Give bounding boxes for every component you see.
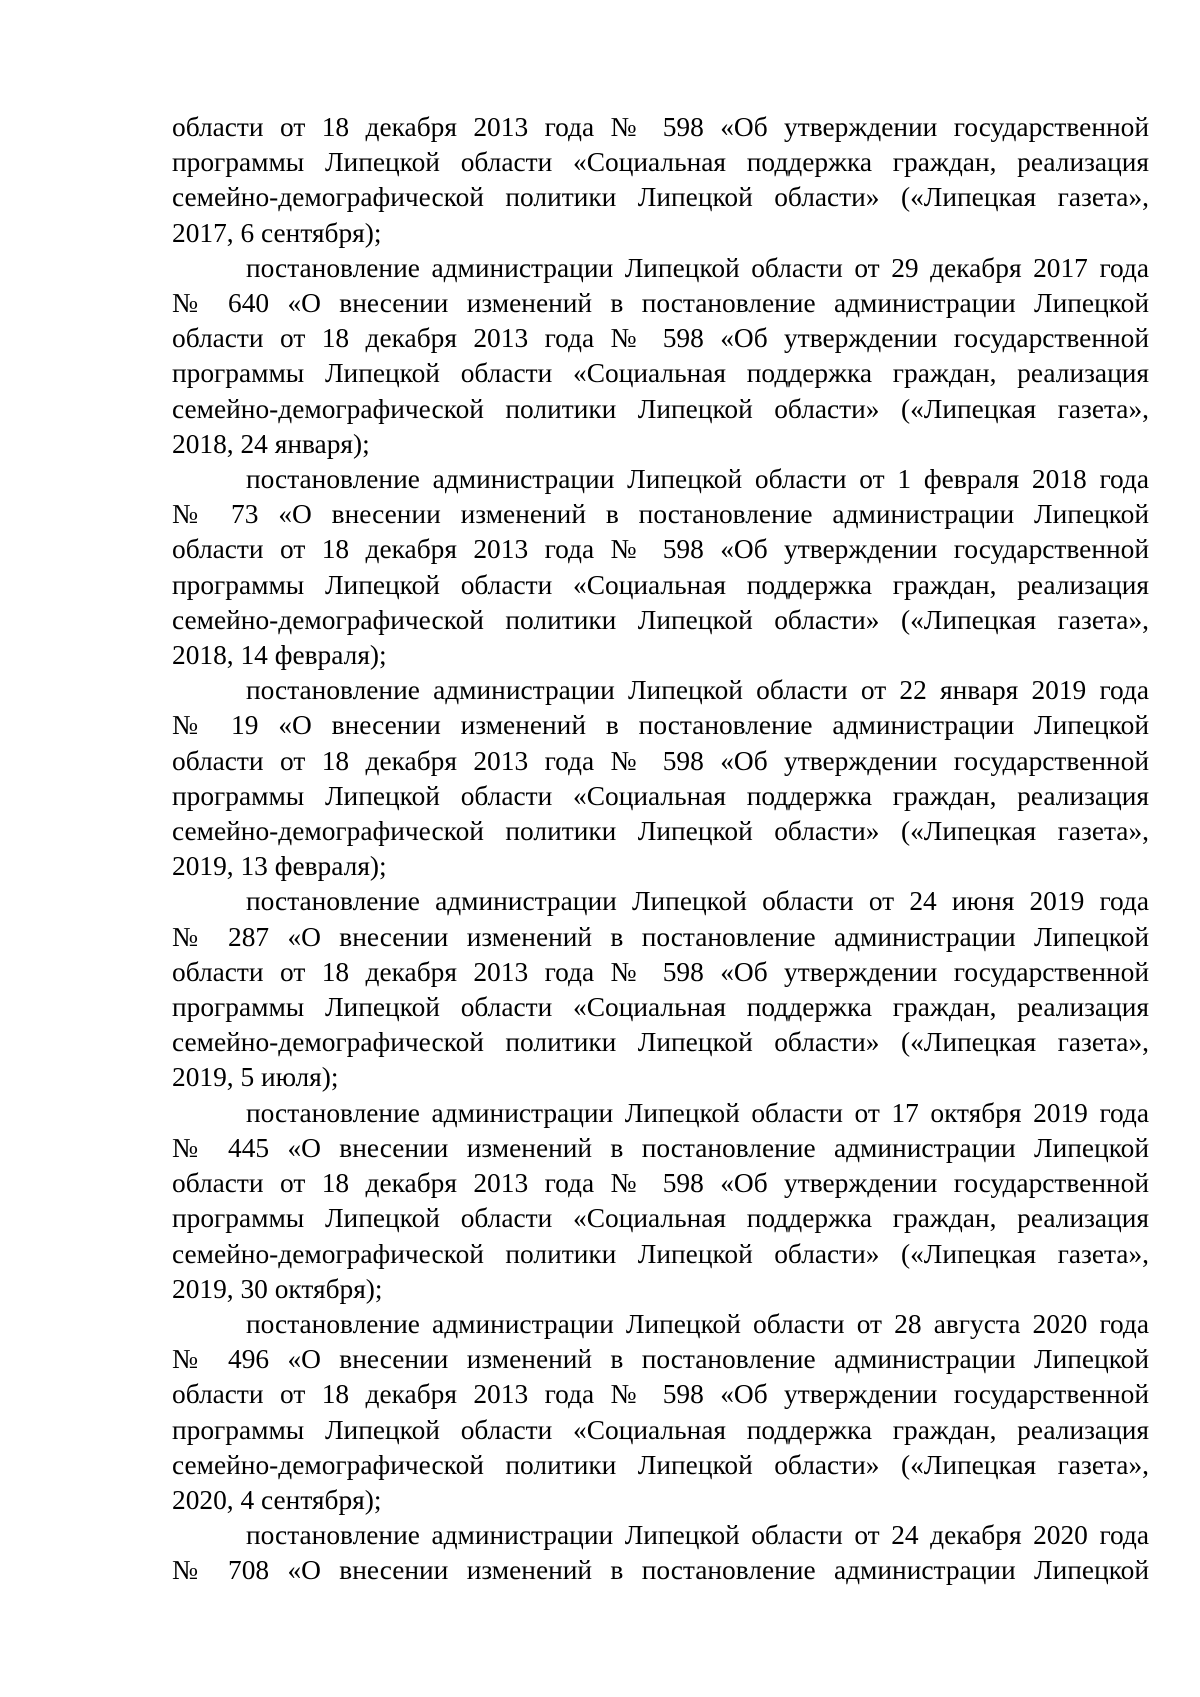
paragraph-7 xyxy=(172,1518,1149,1588)
paragraph-line: № 73 «О внесении изменений в постановление администрации Липецкой xyxy=(172,499,1149,530)
paragraph-line: постановление администрации Липецкой области от 29 декабря 2017 года xyxy=(246,252,1149,283)
paragraph-line: программы Липецкой области «Социальная поддержка граждан, реализация xyxy=(172,992,1149,1023)
paragraph-line: программы Липецкой области «Социальная поддержка граждан, реализация xyxy=(172,569,1149,600)
paragraph-line: области от 18 декабря 2013 года № 598 «Об утверждении государственной xyxy=(172,112,1149,142)
document-body xyxy=(172,110,1149,1589)
paragraph-line: 2018, 14 февраля); xyxy=(172,640,387,671)
paragraph-line: постановление администрации Липецкой области от 22 января 2019 года xyxy=(246,675,1149,706)
paragraph-line: программы Липецкой области «Социальная поддержка граждан, реализация xyxy=(172,358,1149,389)
paragraph-2 xyxy=(172,462,1149,673)
paragraph-line: 2019, 5 июля); xyxy=(172,1062,339,1093)
paragraph-line: 2018, 24 января); xyxy=(172,428,370,459)
paragraph-line: программы Липецкой области «Социальная поддержка граждан, реализация xyxy=(172,147,1149,178)
paragraph-line: № 496 «О внесении изменений в постановление администрации Липецкой xyxy=(172,1344,1149,1375)
paragraph-line: семейно-демографической политики Липецкой области» («Липецкая газета», xyxy=(172,1238,1149,1269)
paragraph-line: постановление администрации Липецкой области от 17 октября 2019 года xyxy=(246,1097,1149,1128)
paragraph-line: 2019, 30 октября); xyxy=(172,1273,383,1304)
paragraph-line: программы Липецкой области «Социальная поддержка граждан, реализация xyxy=(172,1414,1149,1445)
paragraph-line: семейно-демографической политики Липецкой области» («Липецкая газета», xyxy=(172,1449,1149,1480)
paragraph-line: 2019, 13 февраля); xyxy=(172,851,387,882)
paragraph-6 xyxy=(172,1307,1149,1518)
paragraph-3 xyxy=(172,673,1149,884)
paragraph-line: 2020, 4 сентября); xyxy=(172,1484,382,1515)
paragraph-line: постановление администрации Липецкой области от 28 августа 2020 года xyxy=(246,1308,1149,1339)
paragraph-line: № 287 «О внесении изменений в постановление администрации Липецкой xyxy=(172,921,1149,952)
paragraph-line: области от 18 декабря 2013 года № 598 «Об утверждении государственной xyxy=(172,1168,1149,1199)
paragraph-1 xyxy=(172,251,1149,462)
paragraph-line: 2017, 6 сентября); xyxy=(172,217,382,248)
paragraph-5 xyxy=(172,1096,1149,1307)
paragraph-line: постановление администрации Липецкой области от 24 декабря 2020 года xyxy=(246,1520,1149,1551)
paragraph-line: семейно-демографической политики Липецкой области» («Липецкая газета», xyxy=(172,816,1149,847)
paragraph-line: программы Липецкой области «Социальная поддержка граждан, реализация xyxy=(172,780,1149,811)
paragraph-line: области от 18 декабря 2013 года № 598 «Об утверждении государственной xyxy=(172,1379,1149,1410)
paragraph-4 xyxy=(172,884,1149,1095)
paragraph-line: программы Липецкой области «Социальная поддержка граждан, реализация xyxy=(172,1203,1149,1234)
paragraph-line: № 19 «О внесении изменений в постановление администрации Липецкой xyxy=(172,710,1149,741)
paragraph-line: постановление администрации Липецкой области от 1 февраля 2018 года xyxy=(246,464,1149,495)
paragraph-line: семейно-демографической политики Липецкой области» («Липецкая газета», xyxy=(172,1027,1149,1058)
paragraph-line: № 445 «О внесении изменений в постановление администрации Липецкой xyxy=(172,1132,1149,1163)
paragraph-line: семейно-демографической политики Липецкой области» («Липецкая газета», xyxy=(172,393,1149,424)
paragraph-line: семейно-демографической политики Липецкой области» («Липецкая газета», xyxy=(172,182,1149,213)
paragraph-line: области от 18 декабря 2013 года № 598 «Об утверждении государственной xyxy=(172,956,1149,987)
paragraph-line: № 640 «О внесении изменений в постановление администрации Липецкой xyxy=(172,288,1149,319)
paragraph-0 xyxy=(172,110,1149,251)
paragraph-line: постановление администрации Липецкой области от 24 июня 2019 года xyxy=(246,886,1149,917)
paragraph-line: области от 18 декабря 2013 года № 598 «Об утверждении государственной xyxy=(172,745,1149,776)
paragraph-line: области от 18 декабря 2013 года № 598 «Об утверждении государственной xyxy=(172,323,1149,354)
paragraph-line: семейно-демографической политики Липецкой области» («Липецкая газета», xyxy=(172,604,1149,635)
paragraph-line: № 708 «О внесении изменений в постановление администрации Липецкой xyxy=(172,1555,1149,1586)
paragraph-line: области от 18 декабря 2013 года № 598 «Об утверждении государственной xyxy=(172,534,1149,565)
